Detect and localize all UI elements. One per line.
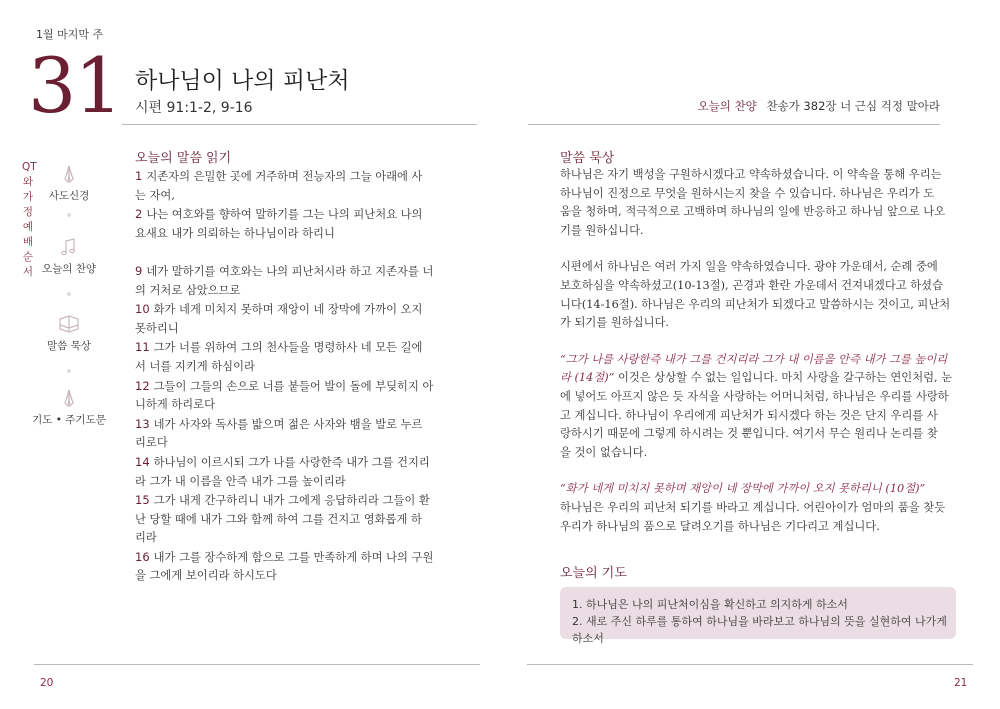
meditation-paragraph-3: “그가 나를 사랑한즉 내가 그를 건지리라 그가 내 이름을 안즉 내가 그를 높이리 라 (14절)” 이것은 상상할 수 없는 일입니다. 마치 사랑을 갈구하는 연인처럼, 눈 에 넣어도 아프지 않은 듯 자식을 사랑하는 어머니처럼, 하나님은 우리를 사랑하 고 계십니다. 하나님이 우리에게 피난처가 되시겠다 하는 것은 단지 우리를 사 랑하시기 때문에 그렇게 하시려는 것 뿐입니다. 여기서 무슨 원리나 논리를 찾 을 것이 없습니다. bbox=[560, 351, 958, 463]
prayer-box bbox=[560, 587, 956, 645]
scripture-reference: 시편 91:1-2, 9-16 bbox=[135, 100, 253, 116]
verse-1-cont: 는 자여, bbox=[135, 188, 175, 202]
verse-15: 15 그가 내게 간구하리니 내가 그에게 응답하리라 그들이 환 bbox=[135, 493, 430, 508]
meditation-heading: 말씀 묵상 bbox=[560, 151, 615, 166]
verse-1: 1 지존자의 은밀한 곳에 거주하며 전능자의 그늘 아래에 사 bbox=[135, 169, 423, 183]
step-apostles-creed bbox=[24, 163, 114, 203]
quote-verse-14: “그가 나를 사랑한즉 내가 그를 건지리라 그가 내 이름을 안즉 내가 그를 높이리 bbox=[560, 352, 948, 366]
page-number-right: 21 bbox=[954, 677, 968, 689]
verse-2-cont: 요새요 내가 의뢰하는 하나님이라 하리니 bbox=[135, 226, 335, 240]
verse-2: 2 나는 여호와를 향하여 말하기를 그는 나의 피난처요 나의 bbox=[135, 207, 423, 222]
verse-12: 12 그들이 그들의 손으로 너를 붙들어 발이 돌에 부딪히지 아 bbox=[135, 378, 434, 393]
verse-11: 11 그가 너를 위하여 그의 천사들을 명령하사 네 모든 길에 bbox=[135, 340, 423, 355]
verse-10-cont: 못하리니 bbox=[135, 321, 179, 335]
verse-15-cont: 난 당할 때에 내가 그와 함께 하여 그를 건지고 영화롭게 하 bbox=[135, 512, 422, 526]
praying-hands-icon bbox=[58, 163, 80, 185]
prayer-heading: 오늘의 기도 bbox=[560, 566, 627, 581]
reading-heading: 오늘의 말씀 읽기 bbox=[135, 151, 232, 166]
footer-divider-left bbox=[34, 664, 480, 665]
verse-12-cont: 니하게 하리로다 bbox=[135, 398, 215, 412]
footer-divider-right bbox=[527, 664, 973, 665]
verse-13: 13 네가 사자와 독사를 밟으며 젊은 사자와 뱀을 발로 누르 bbox=[135, 416, 423, 431]
prayer-item-2: 2. 새로 주신 하루를 통하여 하나님을 바라보고 하나님의 뜻을 실현하여 나가게 하소서 bbox=[572, 615, 947, 645]
step-divider-dot bbox=[67, 292, 71, 296]
hymn-value: 찬송가 382장 너 근심 걱정 말아라 bbox=[766, 99, 940, 113]
step-divider-dot bbox=[67, 369, 71, 373]
verse-9-cont: 의 거처로 삼았으므로 bbox=[135, 283, 241, 297]
meditation-paragraph-4: “화가 네게 미치지 못하며 재앙이 네 장막에 가까이 오지 못하리니 (10절)” 하나님은 우리의 피난처 되기를 바라고 계십니다. 어린아이가 엄마의 품을 찾듯 우리가 하나님의 품으로 달려오기를 하나님은 기다리고 계십니다. bbox=[560, 480, 958, 536]
verse-11-cont: 서 너를 지키게 하심이라 bbox=[135, 359, 255, 373]
step-label: 사도신경 bbox=[48, 190, 90, 202]
reading-verses bbox=[135, 167, 445, 586]
verse-14: 14 하나님이 이르시되 그가 나를 사랑한즉 내가 그를 건지리 bbox=[135, 454, 430, 469]
meditation-paragraph-1: 하나님은 자기 백성을 구원하시겠다고 약속하셨습니다. 이 약속을 통해 우리는 하나님이 진정으로 무엇을 원하시는지 찾을 수 있습니다. 하나님은 우리가 도 움을 청하며, 적극적으로 고백하며 하나님의 일에 반응하고 하나님 앞으로 나오 기를 원하십니다. bbox=[560, 168, 946, 237]
header-divider-left bbox=[122, 124, 477, 125]
week-label: 1월 마지막 주 bbox=[36, 28, 104, 41]
verse-14-cont: 라 그가 내 이름을 안즉 내가 그를 높이리라 bbox=[135, 474, 346, 488]
meditation-body bbox=[560, 166, 958, 554]
meditation-paragraph-2: 시편에서 하나님은 여러 가지 일을 약속하였습니다. 광야 가운데서, 순례 중에 보호하심을 약속하셨고(10-13절), 곤경과 환란 가운데서 건져내겠다고 하셨습 니다(14-16절). 하나님은 우리의 피난처가 되겠다고 말씀하시는 것이고, 피난처 가 되기를 원하십니다. bbox=[560, 260, 951, 330]
qt-order-label: QT와 가정예배 순서 bbox=[22, 161, 37, 278]
day-number: 31 bbox=[28, 41, 121, 130]
open-book-icon bbox=[57, 313, 81, 335]
verse-15-cont2: 리라 bbox=[135, 531, 157, 545]
step-label: 말씀 묵상 bbox=[47, 340, 91, 352]
page-title: 하나님이 나의 피난처 bbox=[135, 68, 350, 94]
header-divider-right bbox=[528, 124, 940, 125]
page-number-left: 20 bbox=[40, 677, 54, 689]
quote-verse-14-end: 라 (14절)” bbox=[560, 371, 615, 385]
verse-9: 9 네가 말하기를 여호와는 나의 피난처시라 하고 지존자를 너 bbox=[135, 263, 434, 278]
step-word-meditation bbox=[24, 313, 114, 353]
verse-13-cont: 리로다 bbox=[135, 436, 168, 450]
quote-verse-10: “화가 네게 미치지 못하며 재앙이 네 장막에 가까이 오지 못하리니 (10절)” bbox=[560, 482, 926, 496]
hymn-label: 오늘의 찬양 bbox=[697, 99, 757, 113]
step-label: 오늘의 찬양 bbox=[41, 263, 97, 275]
step-label: 기도 • 주기도문 bbox=[32, 414, 106, 426]
step-todays-hymn bbox=[24, 236, 114, 276]
step-prayer bbox=[24, 387, 114, 427]
hymn-info bbox=[698, 98, 940, 114]
verse-16-cont: 을 그에게 보이리라 하시도다 bbox=[135, 569, 277, 583]
step-divider-dot bbox=[67, 213, 71, 217]
music-note-icon bbox=[58, 236, 80, 258]
verse-gap bbox=[135, 243, 445, 262]
verse-10: 10 화가 네게 미치지 못하며 재앙이 네 장막에 가까이 오지 bbox=[135, 302, 423, 317]
prayer-item-1: 1. 하나님은 나의 피난처이심을 확신하고 의지하게 하소서 bbox=[572, 598, 848, 611]
verse-16: 16 내가 그를 장수하게 함으로 그를 만족하게 하며 나의 구원 bbox=[135, 549, 434, 564]
praying-hands-icon bbox=[58, 387, 80, 409]
